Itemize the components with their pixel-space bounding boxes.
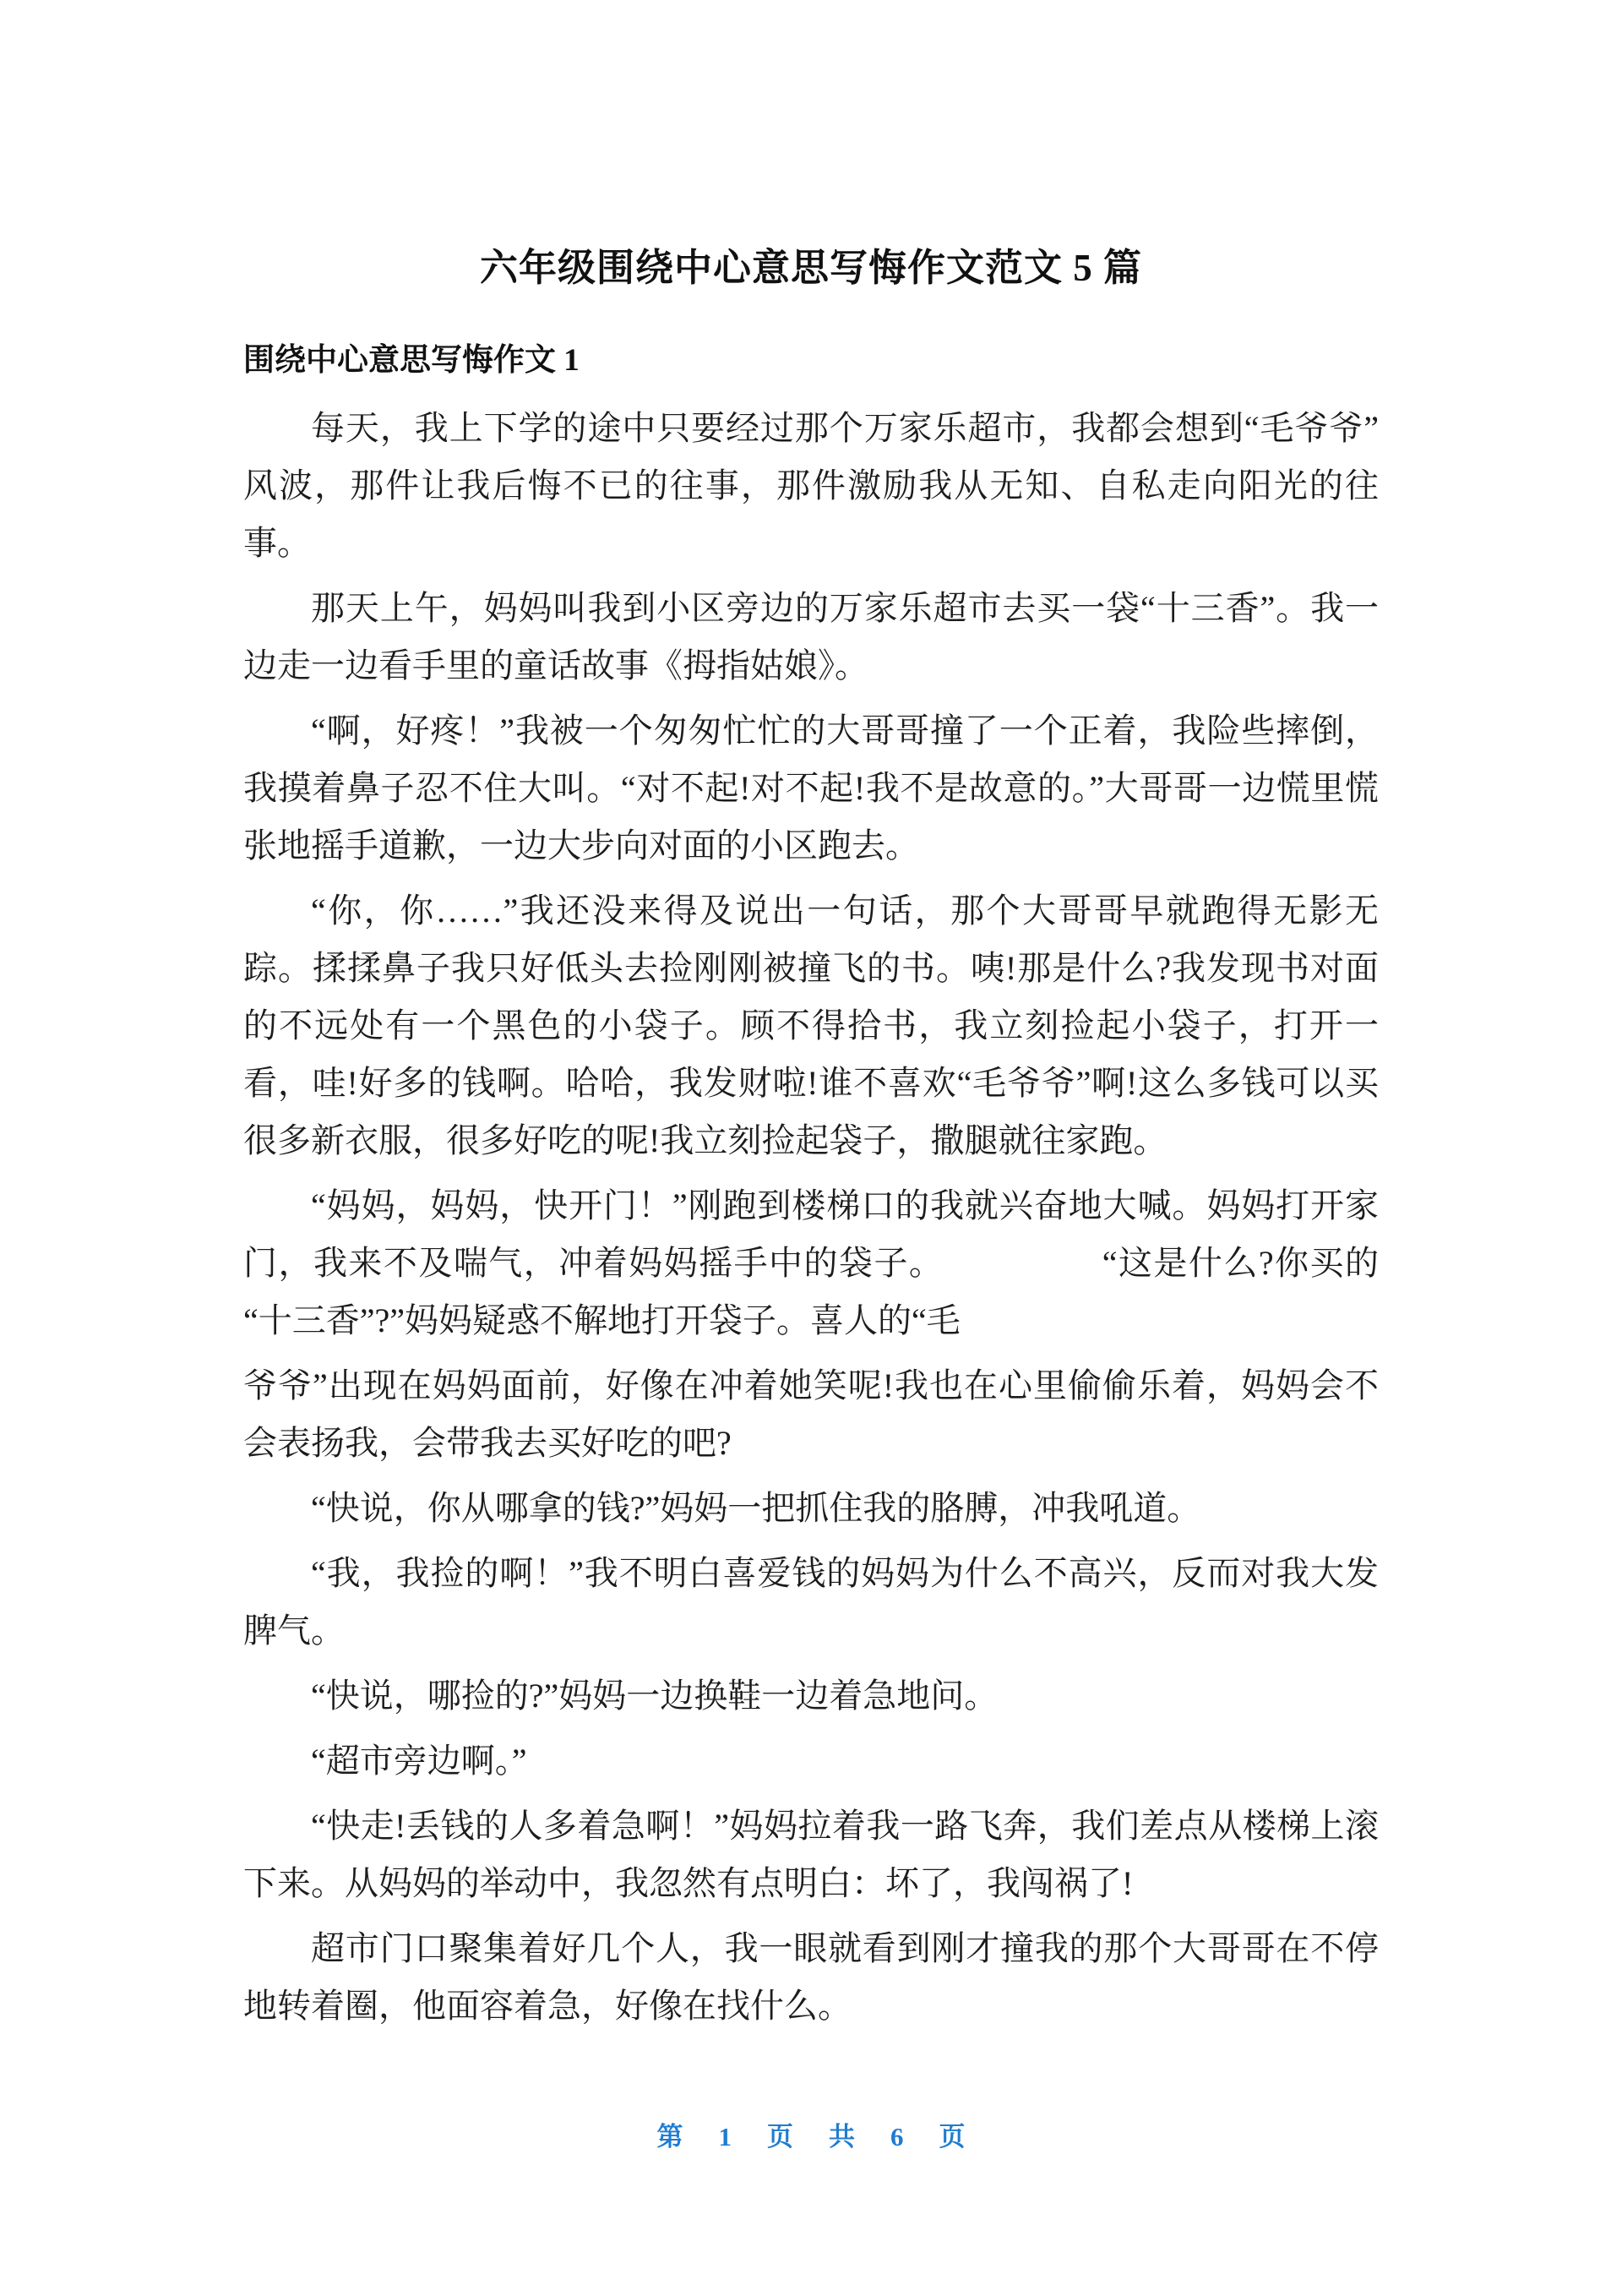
footer-label-total: 共 (829, 2122, 855, 2151)
essay-paragraph: “啊，好疼！”我被一个匆匆忙忙的大哥哥撞了一个正着，我险些摔倒，我摸着鼻子忍不住大叫。“对不起!对不起!我不是故意的。”大哥哥一边慌里慌张地摇手道歉，一边大步向对面的小区跑去。 (243, 712, 1379, 864)
footer-label-page-unit: 页 (767, 2122, 793, 2151)
essay-paragraph: “我，我捡的啊！”我不明白喜爱钱的妈妈为什么不高兴，反而对我大发脾气。 (243, 1554, 1379, 1650)
essay-paragraph: 超市门口聚集着好几个人，我一眼就看到刚才撞我的那个大哥哥在不停地转着圈，他面容着急，好像在找什么。 (243, 1929, 1379, 2025)
essay-paragraph: “快走!丢钱的人多着急啊！”妈妈拉着我一路飞奔，我们差点从楼梯上滚下来。从妈妈的举动中，我忽然有点明白：坏了，我闯祸了! (243, 1807, 1379, 1902)
essay-paragraph: 那天上午，妈妈叫我到小区旁边的万家乐超市去买一袋“十三香”。我一边走一边看手里的童话故事《拇指姑娘》。 (243, 589, 1379, 684)
essay-paragraph: “快说，你从哪拿的钱?”妈妈一把抓住我的胳膊，冲我吼道。 (311, 1489, 1201, 1527)
footer-label-page: 第 (656, 2122, 683, 2151)
section-heading: 围绕中心意思写悔作文 1 (243, 343, 580, 378)
footer-label-page-unit-2: 页 (939, 2122, 966, 2151)
essay-paragraph: “你，你……”我还没来得及说出一句话，那个大哥哥早就跑得无影无踪。揉揉鼻子我只好低头去捡刚刚被撞飞的书。咦!那是什么?我发现书对面的不远处有一个黑色的小袋子。顾不得拾书，我立刻捡起小袋子，打开一看，哇!好多的钱啊。哈哈，我发财啦!谁不喜欢“毛爷爷”啊!这么多钱可以买很多新衣服，很多好吃的呢!我立刻捡起袋子，撒腿就往家跑。 (243, 892, 1379, 1159)
essay-paragraph: 爷爷”出现在妈妈面前，好像在冲着她笑呢!我也在心里偷偷乐着，妈妈会不会表扬我，会带我去买好吃的吧? (243, 1366, 1379, 1462)
essay-paragraph: 每天，我上下学的途中只要经过那个万家乐超市，我都会想到“毛爷爷”风波，那件让我后悔不已的往事，那件激励我从无知、自私走向阳光的往事。 (243, 409, 1379, 562)
essay-paragraph: “超市旁边啊。” (311, 1742, 527, 1780)
document-title: 六年级围绕中心意思写悔作文范文 5 篇 (479, 247, 1142, 289)
footer-current-page-number: 1 (718, 2122, 732, 2151)
essay-paragraph: “妈妈，妈妈，快开门！”刚跑到楼梯口的我就兴奋地大喊。妈妈打开家门，我来不及喘气，冲着妈妈摇手中的袋子。 “这是什么?你买的“十三香”?”妈妈疑惑不解地打开袋子。喜人的“毛 (243, 1186, 1379, 1339)
footer-total-page-number: 6 (890, 2122, 904, 2151)
page-footer (243, 2115, 1379, 2153)
essay-paragraph: “快说，哪捡的?”妈妈一边换鞋一边着急地问。 (311, 1677, 999, 1715)
